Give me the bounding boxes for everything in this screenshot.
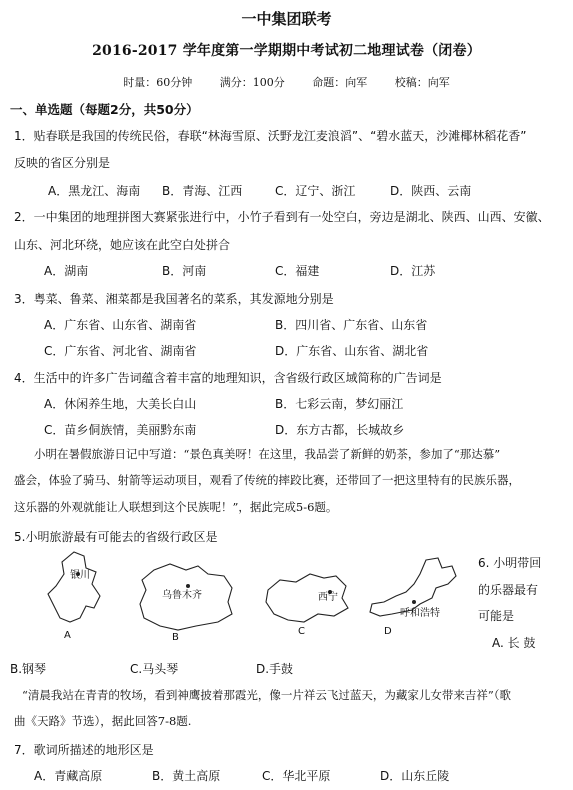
passage-1-line-3: 这乐器的外观就能让人联想到这个民族呢！”，据此完成5-6题。 bbox=[14, 500, 338, 514]
question-6-line-3: 可能是 bbox=[478, 609, 515, 623]
map-a-city: 银川 bbox=[70, 570, 90, 581]
map-c-city: 西宁 bbox=[318, 592, 338, 603]
question-7-option-d: D．山东丘陵 bbox=[380, 769, 450, 783]
question-7-option-b: B．黄土高原 bbox=[152, 769, 221, 783]
question-6-line-2: 的乐器最有 bbox=[478, 583, 539, 597]
question-1-option-a: A．黑龙江、海南 bbox=[48, 184, 141, 198]
map-c-qinghai bbox=[258, 568, 354, 628]
meta-duration: 时量：60分钟 bbox=[123, 76, 193, 89]
passage-2-line-2: 曲《天路》节选），据此回答7-8题. bbox=[14, 714, 192, 728]
question-6-line-1: 6. 小明带回 bbox=[478, 556, 542, 570]
question-3-option-b: B．四川省、广东省、山东省 bbox=[275, 318, 428, 332]
meta-proofreader: 校稿：向军 bbox=[394, 76, 450, 89]
section-heading: 一、单选题（每题2分，共50分） bbox=[10, 102, 199, 117]
question-3-line-1: 3．粤菜、鲁菜、湘菜都是我国著名的菜系，其发源地分别是 bbox=[14, 292, 334, 306]
exam-meta bbox=[0, 74, 573, 90]
question-3-option-c: C．广东省、河北省、湖南省 bbox=[44, 344, 197, 358]
exam-title: 2016-2017 学年度第一学期期中考试初二地理试卷（闭卷） bbox=[92, 43, 481, 59]
passage-2-line-1: “清晨我站在青青的牧场，看到神鹰披着那霞光，像一片祥云飞过蓝天，为藏家儿女带来吉祥”（歌 bbox=[22, 688, 512, 702]
question-1-line-1: 1．贴春联是我国的传统民俗，春联“林海雪原、沃野龙江麦浪滔”、“碧水蓝天，沙滩椰林稻花香” bbox=[14, 129, 527, 143]
map-c-letter: C bbox=[298, 626, 305, 637]
question-1-option-d: D．陕西、云南 bbox=[390, 184, 472, 198]
meta-author: 命题：向军 bbox=[312, 76, 368, 89]
question-4-option-c: C．苗乡侗族情，美丽黔东南 bbox=[44, 423, 197, 437]
question-2-option-b: B．河南 bbox=[162, 264, 207, 278]
question-6-option-c: C.马头琴 bbox=[130, 662, 179, 676]
map-d-city: 呼和浩特 bbox=[400, 608, 440, 619]
map-b-letter: B bbox=[172, 632, 179, 643]
question-7-option-c: C．华北平原 bbox=[262, 769, 331, 783]
question-2-line-2: 山东、河北环绕，她应该在此空白处拼合 bbox=[14, 238, 231, 252]
question-1-option-b: B．青海、江西 bbox=[162, 184, 243, 198]
question-1-line-2: 反映的省区分别是 bbox=[14, 156, 111, 170]
meta-score: 满分：100分 bbox=[219, 76, 285, 89]
question-3-option-a: A．广东省、山东省、湖南省 bbox=[44, 318, 197, 332]
question-2-option-c: C．福建 bbox=[275, 264, 320, 278]
map-d-inner-mongolia bbox=[362, 554, 462, 632]
question-7-option-a: A．青藏高原 bbox=[34, 769, 103, 783]
map-b-city: 乌鲁木齐 bbox=[162, 590, 202, 601]
passage-1-line-2: 盛会，体验了骑马、射箭等运动项目，观看了传统的摔跤比赛，还带回了一把这里特有的民族乐器， bbox=[14, 473, 520, 487]
question-6-option-b: B.钢琴 bbox=[10, 662, 47, 676]
school-title: 一中集团联考 bbox=[241, 10, 332, 28]
map-d-letter: D bbox=[384, 626, 392, 637]
question-4-option-d: D．东方古都，长城故乡 bbox=[275, 423, 405, 437]
question-4-line-1: 4．生活中的许多广告词蕴含着丰富的地理知识，含省级行政区域简称的广告词是 bbox=[14, 371, 442, 385]
question-6-option-a: A. 长 鼓 bbox=[492, 636, 536, 650]
question-2-option-a: A．湖南 bbox=[44, 264, 89, 278]
question-4-option-a: A．休闲养生地，大美长白山 bbox=[44, 397, 197, 411]
question-4-option-b: B．七彩云南，梦幻丽江 bbox=[275, 397, 404, 411]
map-a-letter: A bbox=[64, 630, 71, 641]
question-7-line-1: 7．歌词所描述的地形区是 bbox=[14, 743, 154, 757]
question-2-line-1: 2．一中集团的地理拼图大赛紧张进行中，小竹子看到有一处空白，旁边是湖北、陕西、山西、安徽、 bbox=[14, 210, 550, 224]
question-6-option-d: D.手鼓 bbox=[256, 662, 294, 676]
map-a-ningxia bbox=[40, 548, 120, 638]
question-2-option-d: D．江苏 bbox=[390, 264, 436, 278]
question-1-option-c: C．辽宁、浙江 bbox=[275, 184, 356, 198]
passage-1-line-1: 小明在暑假旅游日记中写道：“景色真美呀！在这里，我品尝了新鲜的奶茶，参加了“那达慕” bbox=[34, 447, 501, 461]
question-5-line-1: 5.小明旅游最有可能去的省级行政区是 bbox=[14, 530, 218, 544]
question-3-option-d: D．广东省、山东省、湖北省 bbox=[275, 344, 429, 358]
